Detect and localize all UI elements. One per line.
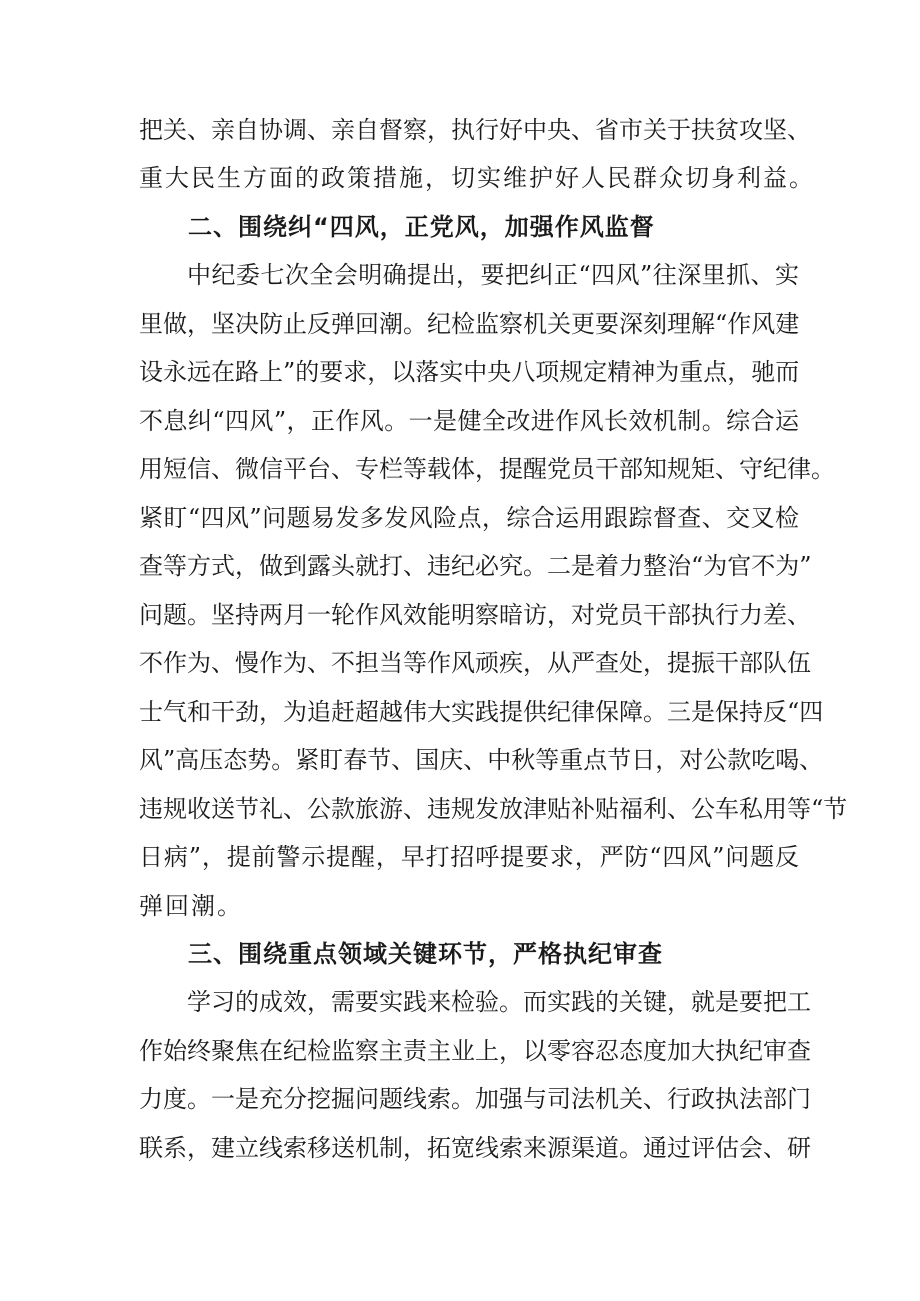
body-text-line: 力度。一是充分挖掘问题线索。加强与司法机关、行政执法部门 xyxy=(139,1085,811,1113)
body-text-line: 不作为、慢作为、不担当等作风顽疾，从严查处，提振干部队伍 xyxy=(139,649,811,677)
body-text-line: 把关、亲自协调、亲自督察，执行好中央、省市关于扶贫攻坚、 xyxy=(139,116,811,144)
body-text-line: 用短信、微信平台、专栏等载体，提醒党员干部知规矩、守纪律。 xyxy=(139,455,835,483)
body-text-line: 学习的成效，需要实践来检验。而实践的关键，就是要把工 xyxy=(187,988,811,1016)
body-text-line: 风”高压态势。紧盯春节、国庆、中秋等重点节日，对公款吃喝、 xyxy=(139,746,824,774)
body-text-line: 紧盯“四风”问题易发多发风险点，综合运用跟踪督查、交叉检 xyxy=(139,504,799,532)
body-text-line: 士气和干劲，为追赶超越伟大实践提供纪律保障。三是保持反“四 xyxy=(139,698,824,726)
body-text-line: 重大民生方面的政策措施，切实维护好人民群众切身利益。 xyxy=(139,164,815,192)
body-text-line: 设永远在路上”的要求，以落实中央八项规定精神为重点，驰而 xyxy=(139,358,800,386)
body-text-line: 中纪委七次全会明确提出，要把纠正“四风”往深里抓、实 xyxy=(187,261,799,289)
body-text-line: 查等方式，做到露头就打、违纪必究。二是着力整治“为官不为” xyxy=(139,552,812,580)
body-text-line: 作始终聚焦在纪检监察主责主业上，以零容忍态度加大执纪审查 xyxy=(139,1037,811,1065)
body-text-line: 弹回潮。 xyxy=(139,892,243,920)
body-text-line: 问题。坚持两月一轮作风效能明察暗访，对党员干部执行力差、 xyxy=(139,601,811,629)
body-text-line: 日病”，提前警示提醒，早打招呼提要求，严防“四风”问题反 xyxy=(139,843,799,871)
body-text-line: 违规收送节礼、公款旅游、违规发放津贴补贴福利、公车私用等“节 xyxy=(139,795,848,823)
body-text-line: 里做，坚决防止反弹回潮。纪检监察机关更要深刻理解“作风建 xyxy=(139,310,800,338)
section-heading: 三、围绕重点领域关键环节，严格执纪审查 xyxy=(188,940,663,968)
section-heading: 二、围绕纠“四风，正党风，加强作风监督 xyxy=(188,213,655,241)
body-text-line: 联系，建立线索移送机制，拓宽线索来源渠道。通过评估会、研 xyxy=(139,1134,811,1162)
body-text-line: 不息纠“四风”，正作风。一是健全改进作风长效机制。综合运 xyxy=(139,407,799,435)
